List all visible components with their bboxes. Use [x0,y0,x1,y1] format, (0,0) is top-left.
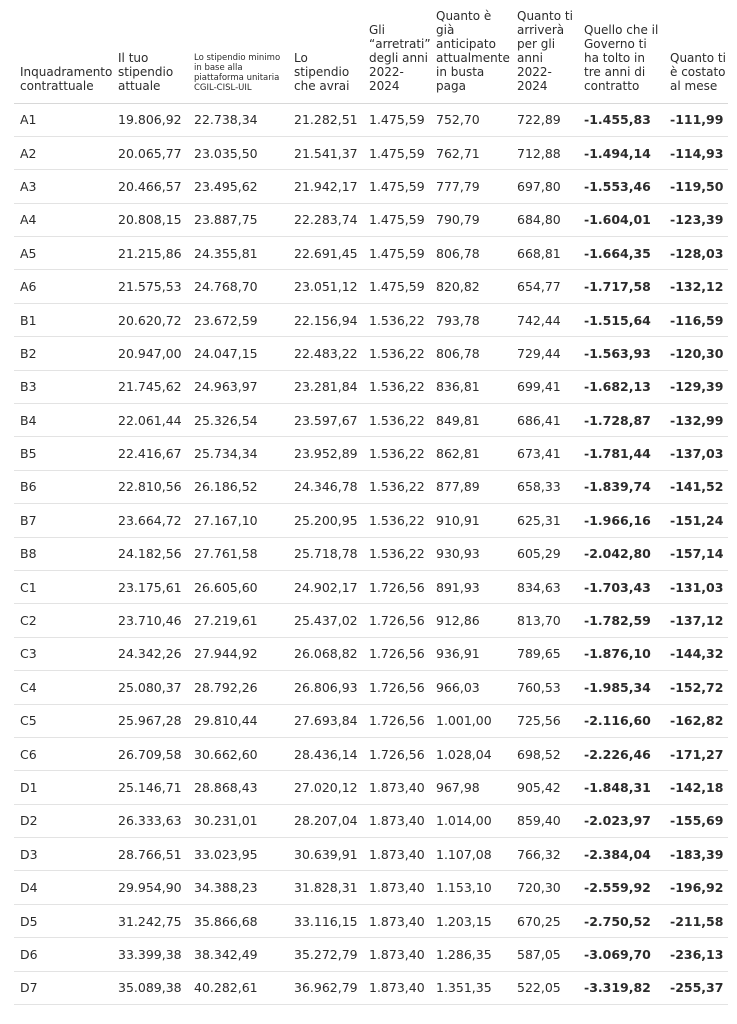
cell-stipendio-avrai: 24.902,17 [294,579,358,595]
cell-arrivera: 522,05 [517,980,561,996]
cell-stipendio-avrai: 25.437,02 [294,613,358,629]
cell-anticipato: 862,81 [436,446,480,462]
cell-stipendio-avrai: 22.483,22 [294,345,358,361]
table-row [14,771,728,804]
cell-anticipato: 777,79 [436,178,480,194]
cell-arretrati: 1.475,59 [369,279,425,295]
table-row [14,136,728,169]
cell-stipendio-avrai: 27.693,84 [294,713,358,729]
cell-inquadramento: C3 [20,646,37,662]
table-row [14,804,728,837]
cell-costato-mese: -132,99 [670,412,724,428]
cell-stipendio-attuale: 22.810,56 [118,479,182,495]
table-row [14,637,728,670]
cell-tolto: -1.728,87 [584,412,651,428]
cell-stipendio-attuale: 20.065,77 [118,145,182,161]
header-inquadramento: Inquadramento contrattuale [20,64,113,93]
cell-arretrati: 1.873,40 [369,813,425,829]
table-row [14,904,728,937]
cell-arretrati: 1.536,22 [369,412,425,428]
cell-stipendio-avrai: 23.281,84 [294,379,358,395]
cell-stipendio-minimo: 24.963,97 [194,379,258,395]
cell-costato-mese: -155,69 [670,813,724,829]
table-row [14,570,728,603]
cell-arretrati: 1.475,59 [369,245,425,261]
cell-arrivera: 668,81 [517,245,561,261]
cell-arrivera: 587,05 [517,946,561,962]
cell-stipendio-attuale: 20.808,15 [118,212,182,228]
cell-inquadramento: D4 [20,880,38,896]
cell-costato-mese: -137,03 [670,446,724,462]
cell-stipendio-attuale: 20.947,00 [118,345,182,361]
cell-anticipato: 936,91 [436,646,480,662]
cell-anticipato: 1.107,08 [436,846,492,862]
cell-inquadramento: A2 [20,145,37,161]
table-row [14,237,728,270]
cell-stipendio-minimo: 24.355,81 [194,245,258,261]
cell-costato-mese: -152,72 [670,679,724,695]
cell-stipendio-avrai: 22.283,74 [294,212,358,228]
cell-tolto: -2.116,60 [584,713,651,729]
cell-stipendio-avrai: 26.068,82 [294,646,358,662]
cell-arretrati: 1.873,40 [369,846,425,862]
cell-arrivera: 658,33 [517,479,561,495]
cell-arrivera: 684,80 [517,212,561,228]
cell-arretrati: 1.726,56 [369,646,425,662]
cell-stipendio-minimo: 23.887,75 [194,212,258,228]
cell-stipendio-avrai: 25.200,95 [294,512,358,528]
table-row [14,170,728,203]
cell-stipendio-minimo: 40.282,61 [194,980,258,996]
cell-stipendio-avrai: 22.156,94 [294,312,358,328]
cell-stipendio-avrai: 35.272,79 [294,946,358,962]
cell-tolto: -1.515,64 [584,312,651,328]
cell-anticipato: 910,91 [436,512,480,528]
cell-anticipato: 930,93 [436,546,480,562]
cell-anticipato: 967,98 [436,780,480,795]
cell-arretrati: 1.536,22 [369,379,425,395]
table-row [14,103,728,136]
cell-arrivera: 698,52 [517,746,561,762]
cell-anticipato: 752,70 [436,112,480,128]
cell-stipendio-minimo: 29.810,44 [194,713,258,729]
header-stipendio-minimo: Lo stipendio minimo in base alla piattaforma unitaria CGIL-CISL-UIL [194,52,281,93]
cell-stipendio-avrai: 26.806,93 [294,679,358,695]
cell-inquadramento: D7 [20,980,38,996]
cell-stipendio-minimo: 30.662,60 [194,746,258,762]
cell-stipendio-minimo: 28.868,43 [194,780,258,795]
cell-costato-mese: -255,37 [670,980,724,996]
cell-costato-mese: -211,58 [670,913,724,929]
table-row [14,404,728,437]
cell-stipendio-attuale: 23.664,72 [118,512,182,528]
cell-stipendio-minimo: 26.605,60 [194,579,258,595]
cell-stipendio-attuale: 19.806,92 [118,112,182,128]
cell-tolto: -3.319,82 [584,980,651,996]
cell-arrivera: 654,77 [517,279,561,295]
cell-inquadramento: D2 [20,813,38,829]
cell-arretrati: 1.873,40 [369,780,425,795]
cell-tolto: -3.069,70 [584,946,651,962]
cell-stipendio-minimo: 24.768,70 [194,279,258,295]
cell-inquadramento: D5 [20,913,38,929]
cell-stipendio-avrai: 21.541,37 [294,145,358,161]
cell-tolto: -2.384,04 [584,846,651,862]
cell-costato-mese: -131,03 [670,579,724,595]
cell-inquadramento: B6 [20,479,37,495]
table-row [14,504,728,537]
cell-arretrati: 1.536,22 [369,345,425,361]
cell-stipendio-avrai: 27.020,12 [294,780,358,795]
cell-stipendio-minimo: 38.342,49 [194,946,258,962]
cell-stipendio-attuale: 26.333,63 [118,813,182,829]
header-costato-mese: Quanto ti è costato al mese [670,50,726,93]
cell-arretrati: 1.536,22 [369,479,425,495]
cell-stipendio-minimo: 26.186,52 [194,479,258,495]
cell-arrivera: 859,40 [517,813,561,829]
table-row [14,704,728,737]
cell-arrivera: 673,41 [517,446,561,462]
cell-arrivera: 905,42 [517,780,561,795]
cell-arrivera: 699,41 [517,379,561,395]
cell-costato-mese: -144,32 [670,646,724,662]
cell-arrivera: 813,70 [517,613,561,629]
cell-costato-mese: -236,13 [670,946,724,962]
cell-costato-mese: -196,92 [670,880,724,896]
header-stipendio-avrai: Lo stipendio che avrai [294,50,350,93]
cell-arretrati: 1.475,59 [369,178,425,194]
table-row [14,838,728,871]
cell-arrivera: 605,29 [517,546,561,562]
cell-stipendio-minimo: 27.219,61 [194,613,258,629]
cell-stipendio-attuale: 20.620,72 [118,312,182,328]
cell-stipendio-minimo: 28.792,26 [194,679,258,695]
cell-anticipato: 762,71 [436,145,480,161]
cell-tolto: -1.985,34 [584,679,651,695]
cell-arretrati: 1.536,22 [369,446,425,462]
cell-arretrati: 1.475,59 [369,145,425,161]
cell-costato-mese: -129,39 [670,379,724,395]
cell-arrivera: 729,44 [517,345,561,361]
cell-costato-mese: -171,27 [670,746,724,762]
cell-inquadramento: C2 [20,613,37,629]
cell-tolto: -1.876,10 [584,646,651,662]
cell-inquadramento: D6 [20,946,38,962]
cell-tolto: -1.494,14 [584,145,651,161]
cell-stipendio-minimo: 23.035,50 [194,145,258,161]
cell-stipendio-attuale: 22.061,44 [118,412,182,428]
cell-costato-mese: -128,03 [670,245,724,261]
cell-stipendio-minimo: 35.866,68 [194,913,258,929]
cell-costato-mese: -141,52 [670,479,724,495]
cell-costato-mese: -157,14 [670,546,724,562]
cell-arrivera: 670,25 [517,913,561,929]
table-row [14,270,728,303]
cell-anticipato: 877,89 [436,479,480,495]
cell-arrivera: 760,53 [517,679,561,695]
table-row [14,871,728,904]
cell-inquadramento: B7 [20,512,37,528]
cell-inquadramento: A3 [20,178,37,194]
cell-stipendio-attuale: 35.089,38 [118,980,182,996]
cell-stipendio-avrai: 21.942,17 [294,178,358,194]
cell-anticipato: 912,86 [436,613,480,629]
cell-arrivera: 725,56 [517,713,561,729]
cell-anticipato: 891,93 [436,579,480,595]
cell-arrivera: 625,31 [517,512,561,528]
cell-arretrati: 1.873,40 [369,946,425,962]
table-row [14,370,728,403]
cell-stipendio-minimo: 22.738,34 [194,112,258,128]
cell-costato-mese: -120,30 [670,345,724,361]
cell-arrivera: 697,80 [517,178,561,194]
cell-stipendio-attuale: 24.182,56 [118,546,182,562]
cell-anticipato: 1.014,00 [436,813,492,829]
table-row [14,671,728,704]
cell-arretrati: 1.536,22 [369,512,425,528]
cell-tolto: -1.839,74 [584,479,651,495]
cell-stipendio-attuale: 20.466,57 [118,178,182,194]
cell-tolto: -2.750,52 [584,913,651,929]
cell-stipendio-attuale: 24.342,26 [118,646,182,662]
cell-anticipato: 806,78 [436,245,480,261]
cell-arretrati: 1.873,40 [369,880,425,896]
cell-stipendio-avrai: 31.828,31 [294,880,358,896]
cell-stipendio-attuale: 23.710,46 [118,613,182,629]
cell-inquadramento: C1 [20,579,37,595]
cell-arretrati: 1.726,56 [369,713,425,729]
cell-stipendio-avrai: 25.718,78 [294,546,358,562]
cell-stipendio-attuale: 21.745,62 [118,379,182,395]
table-row [14,303,728,336]
cell-stipendio-minimo: 23.672,59 [194,312,258,328]
cell-stipendio-attuale: 33.399,38 [118,946,182,962]
cell-costato-mese: -111,99 [670,112,724,128]
cell-costato-mese: -142,18 [670,780,724,795]
cell-costato-mese: -183,39 [670,846,724,862]
cell-stipendio-attuale: 28.766,51 [118,846,182,862]
cell-stipendio-avrai: 24.346,78 [294,479,358,495]
cell-anticipato: 849,81 [436,412,480,428]
cell-costato-mese: -162,82 [670,713,724,729]
cell-anticipato: 1.351,35 [436,980,492,996]
cell-stipendio-attuale: 21.575,53 [118,279,182,295]
cell-stipendio-minimo: 33.023,95 [194,846,258,862]
cell-tolto: -2.559,92 [584,880,651,896]
cell-arretrati: 1.475,59 [369,112,425,128]
cell-inquadramento: B1 [20,312,37,328]
table-row [14,971,728,1004]
cell-stipendio-attuale: 23.175,61 [118,579,182,595]
table-row [14,437,728,470]
cell-stipendio-attuale: 25.146,71 [118,780,182,795]
cell-stipendio-minimo: 25.734,34 [194,446,258,462]
cell-stipendio-attuale: 21.215,86 [118,245,182,261]
header-anticipato: Quanto è già anticipato attualmente in busta paga [436,8,510,93]
cell-anticipato: 1.001,00 [436,713,492,729]
cell-tolto: -1.782,59 [584,613,651,629]
cell-tolto: -2.226,46 [584,746,651,762]
cell-stipendio-minimo: 30.231,01 [194,813,258,829]
cell-anticipato: 820,82 [436,279,480,295]
cell-tolto: -1.563,93 [584,345,651,361]
cell-costato-mese: -119,50 [670,178,724,194]
cell-arrivera: 766,32 [517,846,561,862]
cell-arretrati: 1.726,56 [369,579,425,595]
cell-inquadramento: C5 [20,713,37,729]
cell-stipendio-avrai: 23.597,67 [294,412,358,428]
cell-inquadramento: D1 [20,780,38,795]
header-arrivera: Quanto ti arriverà per gli anni 2022-2024 [517,8,573,93]
cell-tolto: -2.042,80 [584,546,651,562]
cell-tolto: -1.717,58 [584,279,651,295]
cell-anticipato: 1.153,10 [436,880,492,896]
cell-stipendio-avrai: 28.207,04 [294,813,358,829]
cell-costato-mese: -137,12 [670,613,724,629]
cell-arretrati: 1.536,22 [369,546,425,562]
header-tolto: Quello che il Governo ti ha tolto in tre anni di contratto [584,22,659,93]
cell-tolto: -1.604,01 [584,212,651,228]
cell-stipendio-avrai: 23.952,89 [294,446,358,462]
cell-tolto: -1.966,16 [584,512,651,528]
cell-anticipato: 1.028,04 [436,746,492,762]
cell-arretrati: 1.726,56 [369,679,425,695]
cell-tolto: -1.553,46 [584,178,651,194]
header-stipendio-attuale: Il tuo stipendio attuale [118,50,174,93]
cell-tolto: -1.682,13 [584,379,651,395]
cell-stipendio-attuale: 26.709,58 [118,746,182,762]
cell-arrivera: 712,88 [517,145,561,161]
salary-table [14,0,728,1005]
cell-anticipato: 790,79 [436,212,480,228]
cell-inquadramento: D3 [20,846,38,862]
cell-inquadramento: A1 [20,112,37,128]
cell-costato-mese: -114,93 [670,145,724,161]
cell-arrivera: 834,63 [517,579,561,595]
table-row [14,203,728,236]
cell-stipendio-avrai: 28.436,14 [294,746,358,762]
cell-tolto: -1.455,83 [584,112,651,128]
cell-tolto: -1.781,44 [584,446,651,462]
cell-inquadramento: A6 [20,279,37,295]
cell-arrivera: 686,41 [517,412,561,428]
cell-stipendio-avrai: 33.116,15 [294,913,358,929]
cell-stipendio-avrai: 21.282,51 [294,112,358,128]
cell-stipendio-avrai: 23.051,12 [294,279,358,295]
cell-arretrati: 1.873,40 [369,913,425,929]
cell-stipendio-minimo: 25.326,54 [194,412,258,428]
cell-tolto: -1.848,31 [584,780,651,795]
cell-costato-mese: -132,12 [670,279,724,295]
cell-tolto: -1.703,43 [584,579,651,595]
cell-anticipato: 1.286,35 [436,946,492,962]
cell-inquadramento: C6 [20,746,37,762]
cell-inquadramento: B5 [20,446,37,462]
cell-arrivera: 720,30 [517,880,561,896]
cell-anticipato: 836,81 [436,379,480,395]
cell-stipendio-minimo: 24.047,15 [194,345,258,361]
table-row [14,938,728,971]
cell-stipendio-minimo: 27.944,92 [194,646,258,662]
cell-inquadramento: C4 [20,679,37,695]
cell-arretrati: 1.726,56 [369,746,425,762]
cell-stipendio-attuale: 29.954,90 [118,880,182,896]
cell-anticipato: 806,78 [436,345,480,361]
cell-stipendio-attuale: 25.967,28 [118,713,182,729]
cell-stipendio-attuale: 31.242,75 [118,913,182,929]
cell-stipendio-minimo: 34.388,23 [194,880,258,896]
cell-arrivera: 789,65 [517,646,561,662]
cell-tolto: -2.023,97 [584,813,651,829]
cell-stipendio-avrai: 30.639,91 [294,846,358,862]
cell-inquadramento: A4 [20,212,37,228]
cell-inquadramento: B4 [20,412,37,428]
cell-stipendio-attuale: 25.080,37 [118,679,182,695]
cell-stipendio-attuale: 22.416,67 [118,446,182,462]
table-row [14,537,728,570]
table-body [14,103,728,1005]
cell-stipendio-minimo: 27.167,10 [194,512,258,528]
cell-arretrati: 1.536,22 [369,312,425,328]
cell-arretrati: 1.726,56 [369,613,425,629]
header-arretrati: Gli “arretrati” degli anni 2022-2024 [369,22,431,93]
cell-anticipato: 966,03 [436,679,480,695]
cell-arrivera: 722,89 [517,112,561,128]
cell-anticipato: 1.203,15 [436,913,492,929]
cell-arretrati: 1.873,40 [369,980,425,996]
cell-inquadramento: B2 [20,345,37,361]
table-row [14,337,728,370]
cell-stipendio-minimo: 23.495,62 [194,178,258,194]
cell-inquadramento: B3 [20,379,37,395]
table-row [14,604,728,637]
cell-stipendio-minimo: 27.761,58 [194,546,258,562]
cell-costato-mese: -116,59 [670,312,724,328]
cell-costato-mese: -151,24 [670,512,724,528]
table-row [14,470,728,503]
cell-anticipato: 793,78 [436,312,480,328]
cell-stipendio-avrai: 36.962,79 [294,980,358,996]
cell-inquadramento: B8 [20,546,37,562]
cell-tolto: -1.664,35 [584,245,651,261]
cell-arretrati: 1.475,59 [369,212,425,228]
cell-costato-mese: -123,39 [670,212,724,228]
cell-arrivera: 742,44 [517,312,561,328]
header-row [14,0,728,103]
table-row [14,737,728,770]
table-header [14,0,728,103]
cell-inquadramento: A5 [20,245,37,261]
cell-stipendio-avrai: 22.691,45 [294,245,358,261]
